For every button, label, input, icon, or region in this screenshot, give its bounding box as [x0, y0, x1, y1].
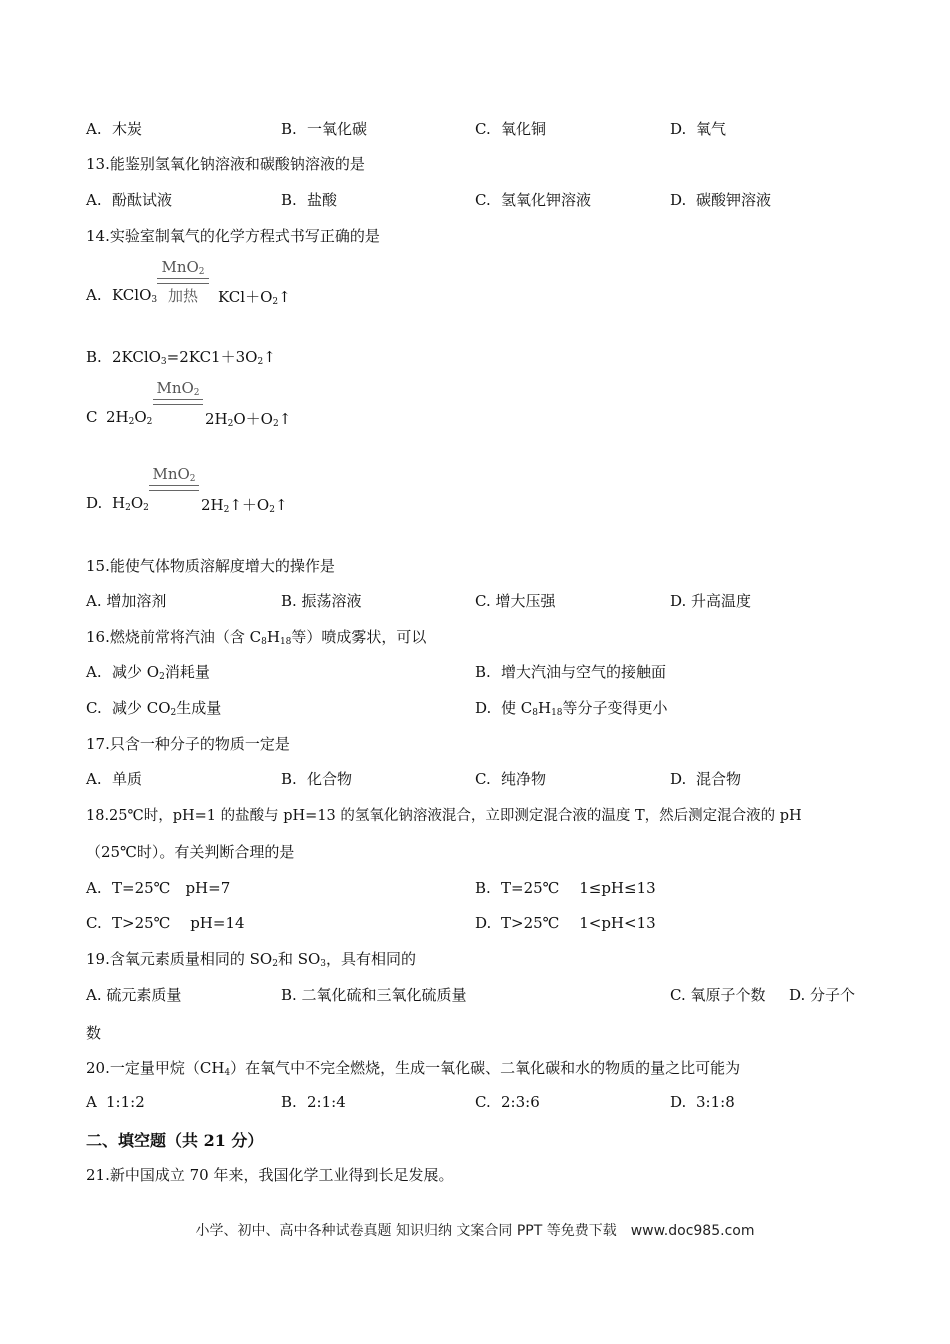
q18-option-b: B. T=25℃ 1≤pH≤13 [475, 879, 656, 897]
q13-option-b: B. 盐酸 [281, 191, 338, 209]
q12-option-c: C. 氧化铜 [475, 120, 547, 138]
q16-option-b: B. 增大汽油与空气的接触面 [475, 663, 667, 681]
q14-a-condition: MnO$_2$ 加热 [157, 258, 209, 306]
q18-option-d: D. T>25℃ 1<pH<13 [475, 914, 656, 932]
q19-option-a: A. 硫元素质量 [86, 986, 182, 1004]
q14-a-products: $KCl+O_2↑$ [218, 288, 291, 307]
q15-option-c: C. 增大压强 [475, 592, 556, 610]
q13-option-a: A. 酚酞试液 [86, 191, 173, 209]
q14-c-products: $2H_2O+O_2↑$ [205, 410, 292, 429]
q12-option-b: B. 一氧化碳 [281, 120, 368, 138]
q17-option-b: B. 化合物 [281, 770, 353, 788]
q15-option-d: D. 升高温度 [670, 592, 752, 610]
q16-option-d: D. 使 $C_8H_{18}$等分子变得更小 [475, 699, 668, 718]
q15-stem: 15.能使气体物质溶解度增大的操作是 [86, 557, 335, 575]
q14-option-c: C $2H_2O_2$ [86, 408, 153, 427]
q20-stem: 20.一定量甲烷$(CH_4)$在氧气中不完全燃烧，生成一氧化碳、二氧化碳和水的物质的量之比可能为 [86, 1059, 741, 1078]
q18-option-a: A. T=25℃ pH=7 [86, 879, 231, 897]
q20-option-a: A 1:1:2 [86, 1093, 145, 1111]
q13-option-c: C. 氢氧化钾溶液 [475, 191, 592, 209]
q20-option-b: B. 2:1:4 [281, 1093, 346, 1111]
section-heading: 二、填空题（共 21 分） [86, 1131, 264, 1150]
q14-option-a: A. KClO$_3$ [86, 286, 158, 305]
q17-option-d: D. 混合物 [670, 770, 742, 788]
q16-option-a: A. 减少 $O_2$消耗量 [86, 663, 210, 682]
q15-option-b: B. 振荡溶液 [281, 592, 362, 610]
q12-option-a: A. 木炭 [86, 120, 143, 138]
q16-option-c: C. 减少 $CO_2$生成量 [86, 699, 222, 718]
q19-option-d: D. 分子个 [789, 986, 856, 1004]
q18-option-c: C. T>25℃ pH=14 [86, 914, 245, 932]
q20-option-d: D. 3:1:8 [670, 1093, 735, 1111]
q17-option-c: C. 纯净物 [475, 770, 547, 788]
q14-option-d: D. $H_2O_2$ [86, 494, 149, 513]
q16-stem: 16.燃烧前常将汽油（含 $C_8H_{18}$等）喷成雾状，可以 [86, 628, 427, 647]
footer: 小学、初中、高中各种试卷真题 知识归纳 文案合同 PPT 等免费下载 www.doc985.com [195, 1223, 755, 1239]
q18-stem-line1: 18.25℃时，pH=1 的盐酸与 pH=13 的氢氧化钠溶液混合，立即测定混合液的温度 T，然后测定混合液的 pH [86, 808, 802, 824]
q18-stem-line2: （25℃时）。有关判断合理的是 [86, 843, 295, 861]
q19-stem: 19.含氧元素质量相同的 $SO_2$和 $SO_3$，具有相同的 [86, 950, 417, 969]
q15-option-a: A. 增加溶剂 [86, 592, 167, 610]
q20-option-c: C. 2:3:6 [475, 1093, 540, 1111]
q13-stem: 13.能鉴别氢氧化钠溶液和碳酸钠溶液的是 [86, 155, 365, 173]
q19-option-b: B. 二氧化硫和三氧化硫质量 [281, 986, 467, 1004]
q13-option-d: D. 碳酸钾溶液 [670, 191, 772, 209]
q14-c-condition: MnO$_2$ [153, 379, 203, 406]
q12-option-d: D. 氧气 [670, 120, 727, 138]
q19-option-c: C. 氧原子个数 [670, 986, 766, 1004]
q17-option-a: A. 单质 [86, 770, 143, 788]
q21-stem: 21.新中国成立 70 年来，我国化学工业得到长足发展。 [86, 1166, 454, 1184]
q14-d-condition: MnO$_2$ [149, 465, 199, 492]
q17-stem: 17.只含一种分子的物质一定是 [86, 735, 290, 753]
q19-option-d-continued: 数 [86, 1024, 102, 1042]
q14-d-products: $2H_2↑+O_2↑$ [201, 496, 288, 515]
q14-option-b: B. $2KClO_3=2KC1+3O_2↑$ [86, 348, 276, 367]
q14-stem: 14.实验室制氧气的化学方程式书写正确的是 [86, 227, 380, 245]
